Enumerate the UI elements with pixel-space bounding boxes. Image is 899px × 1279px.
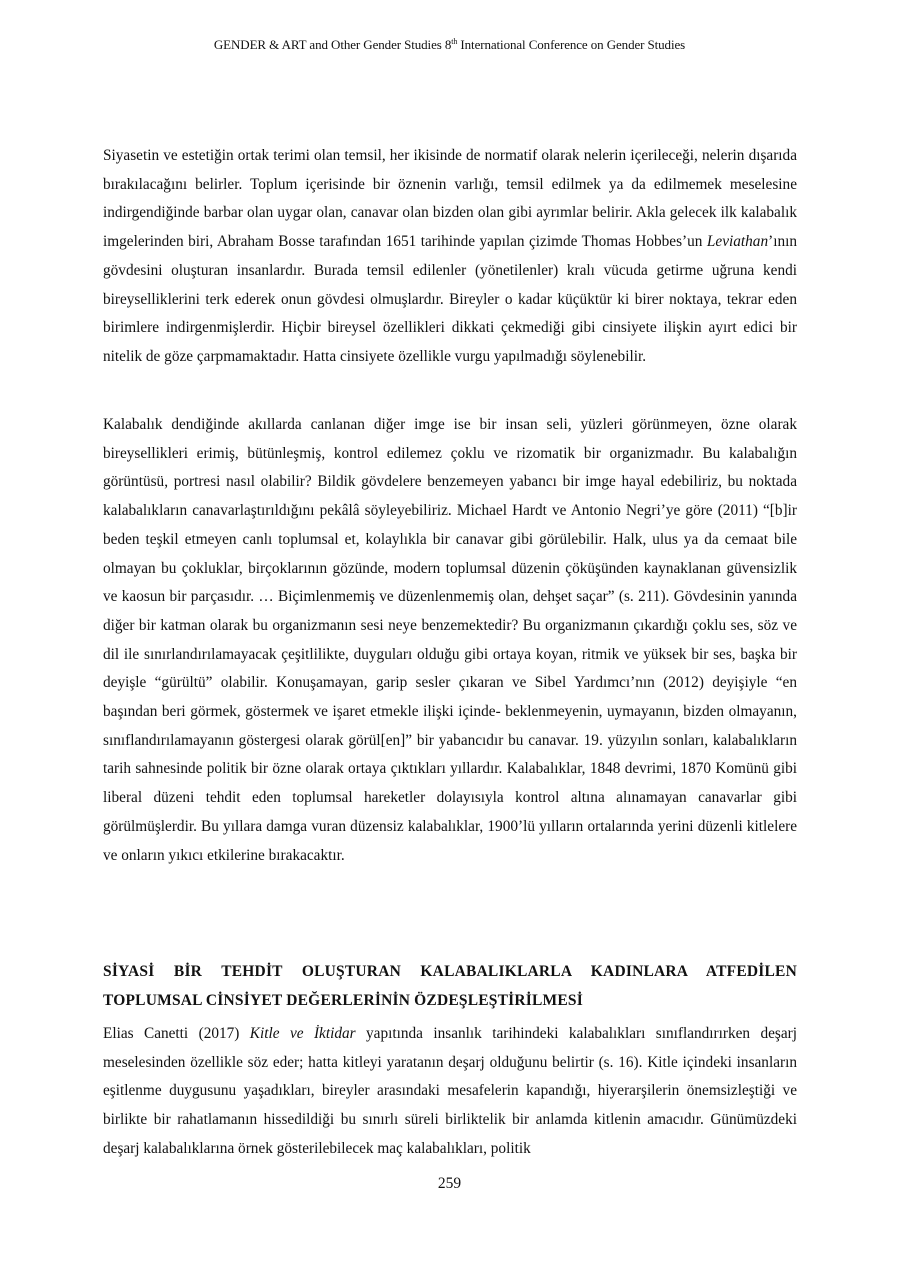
- paragraph-1-text-b: ’ının gövdesini oluşturan insanlardır. Burada temsil edilenler (yönetilenler) kralı vücuda getirme uğruna kendi bireyselliklerini terk ederek onun gövdesi olmuşlardır. Bireyler o kadar küçüktür ki birer noktaya, tekrar eden birimlere indirgenmişlerdir. Hiçbir bireysel özellikleri dikkati çekmediği gibi cinsiyete ilişkin ayırt edici bir nitelik de göze çarpmamaktadır. Hatta cinsiyete özellikle vurgu yapılmadığı söylenebilir.: [103, 233, 797, 365]
- paragraph-3-text-a: Elias Canetti (2017): [103, 1025, 250, 1042]
- header-superscript: th: [451, 37, 458, 46]
- page-number: 259: [437, 1175, 462, 1192]
- paragraph-1-text-a: Siyasetin ve estetiğin ortak terimi olan temsil, her ikisinde de normatif olarak nelerin içerileceği, nelerin dışarıda bırakılacağını belirler. Toplum içerisinde bir öznenin varlığı, temsil edilmek ya da edilmemek meselesine indirgendiğinde barbar olan uygar olan, canavar olan bizden olan gibi ayrımlar belirir. Akla gelecek ilk kalabalık imgelerinden biri, Abraham Bosse tarafından 1651 tarihinde yapılan çizimde Thomas Hobbes’un: [103, 147, 797, 251]
- header-text-end: International Conference on Gender Studies: [457, 37, 686, 52]
- paragraph-1-italic-title: Leviathan: [706, 233, 769, 251]
- running-header: [0, 37, 899, 53]
- paragraph-3-italic-title: Kitle ve İktidar: [249, 1025, 356, 1042]
- body-paragraph-1: [103, 142, 797, 372]
- body-paragraph-2: Kalabalık dendiğinde akıllarda canlanan diğer imge ise bir insan seli, yüzleri görünmeyen, özne olarak bireysellikleri erimiş, bütünleşmiş, kontrol edilemez çoklu ve rizomatik bir organizmadır. Bu kalabalığın görüntüsü, portresi nasıl olabilir? Bildik gövdelere benzemeyen yabancı bir imge hayal edebiliriz, bu noktada kalabalıkların canavarlaştırıldığını pekâlâ söyleyebiliriz. Michael Hardt ve Antonio Negri’ye göre (2011) “[b]ir beden teşkil etmeyen canlı toplumsal et, kolaylıkla bir canavar gibi görülebilir. Halk, ulus ya da cemaat bile olmayan bu çokluklar, birçoklarının gözünde, modern toplumsal düzenin çöküşünden kaynaklanan güvensizlik ve kaosun bir parçasıdır. … Biçimlenmemiş ve düzenlenmemiş olan, dehşet saçar” (s. 211). Gövdesinin yanında diğer bir katman olarak bu organizmanın sesi neye benzemektedir? Bu organizmanın çıkardığı çoklu ses, söz ve dil ile sınırlandırılamayacak çeşitlilikte, duyguları olduğu gibi ortaya koyan, ritmik ve yüksek bir ses, başka bir deyişle “gürültü” olabilir. Konuşamayan, garip sesler çıkaran ve Sibel Yardımcı’nın (2012) deyişiyle “en başından beri görmek, göstermek ve işaret etmekle ilişki içinde- beklenmeyenin, uymayanın, bizden olmayanın, sınıflandırılamayanın göstergesi olarak görül[en]” bir yabancıdır bu canavar. 19. yüzyılın sonları, kalabalıkların tarih sahnesinde politik bir özne olarak ortaya çıktıkları yıllardır. Kalabalıklar, 1848 devrimi, 1870 Komünü gibi liberal düzeni tehdit eden toplumsal hareketler dolayısıyla kontrol altına alınamayan canavarlar gibi görülmüşlerdir. Bu yıllara damga vuran düzensiz kalabalıklar, 1900’lü yılların ortalarında yerini düzenli kitlelere ve onların yıkıcı etkilerine bırakacaktır.: [103, 416, 797, 864]
- paragraph-3-text-b: yapıtında insanlık tarihindeki kalabalıkları sınıflandırırken deşarj meselesinden özellikle söz eder; hatta kitleyi yaratanın deşarj olduğunu belirtir (s. 16). Kitle içindeki insanların eşitlenme duygusunu yaşadıkları, bireyler arasındaki mesafelerin kapandığı, hiyerarşilerin önemsizleştiği ve birlikte bir rahatlamanın hissedildiği bu sınırlı süreli birliktelik bir anlamda kitlenin amacıdır. Günümüzdeki deşarj kalabalıklarına örnek gösterilebilecek maç kalabalıkları, politik: [103, 1025, 797, 1157]
- header-text: GENDER & ART and Other Gender Studies 8: [213, 37, 452, 52]
- body-paragraph-3: [103, 1020, 797, 1164]
- section-heading: SİYASİ BİR TEHDİT OLUŞTURAN KALABALIKLARLA KADINLARA ATFEDİLEN TOPLUMSAL CİNSİYET DEĞERLERİNİN ÖZDEŞLEŞTİRİLMESİ: [103, 963, 797, 1009]
